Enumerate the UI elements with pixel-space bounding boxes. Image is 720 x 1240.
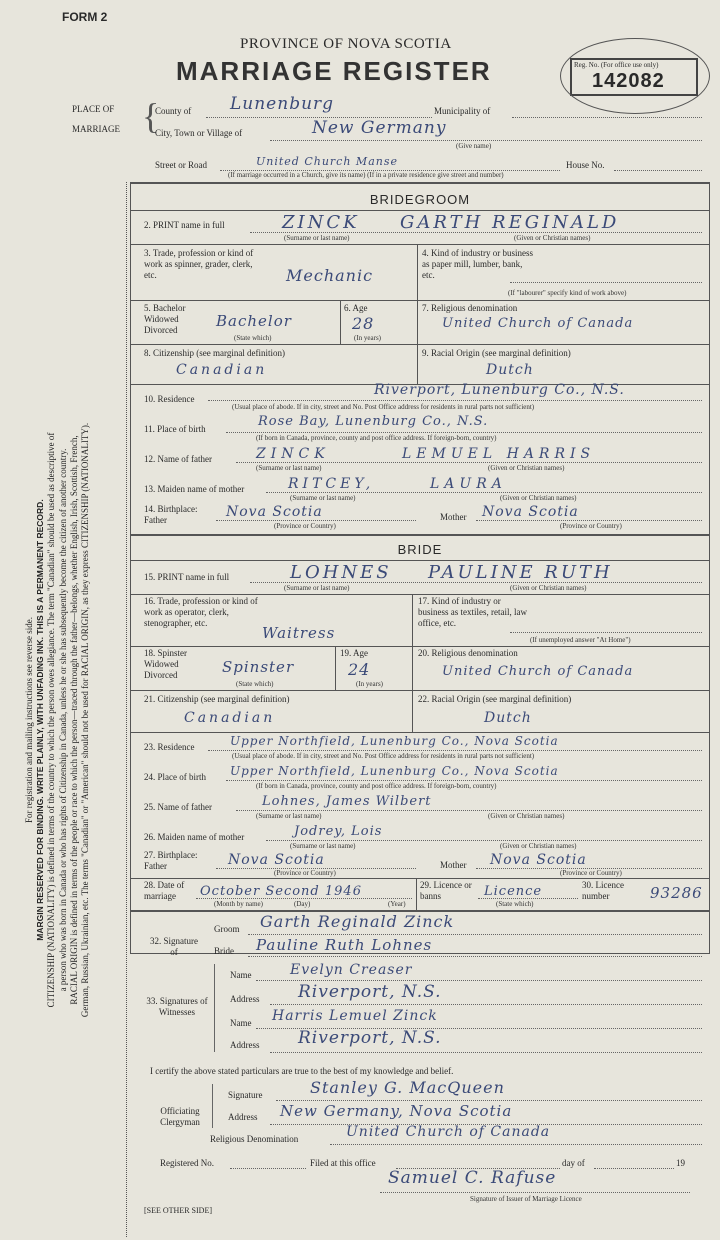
- margin-line-racial-2: German, Russian, Ukrainian, etc. The terms "Canadian" or "American" should not be used for RACIAL ORIGIN, as they express CITIZENSHIP (NATIONALITY).: [80, 422, 91, 1018]
- groom-status-value: Bachelor: [216, 312, 292, 330]
- groom-racial-value: Dutch: [486, 362, 534, 378]
- bride-age-value: 24: [348, 660, 371, 679]
- licence-number-value: 93286: [650, 884, 703, 902]
- witness1-address: Riverport, N.S.: [298, 982, 442, 1002]
- bride-trade-value: Waitress: [262, 624, 336, 642]
- witness-bracket: [214, 964, 215, 1052]
- groom-birth-label: 11. Place of birth: [144, 424, 206, 434]
- clergy-denomination: United Church of Canada: [346, 1124, 551, 1140]
- groom-father-given: LEMUEL HARRIS: [402, 446, 596, 462]
- bride-mother-birthplace: Nova Scotia: [490, 852, 587, 868]
- bride-name-label: 15. PRINT name in full: [144, 572, 230, 582]
- groom-mother-bp-label: Mother: [440, 512, 467, 522]
- municipality-label: Municipality of: [434, 106, 491, 116]
- groom-status-caption: (State which): [234, 334, 272, 342]
- reg-no-label: Reg. No. (For office use only): [574, 61, 659, 69]
- bride-citizenship-label: 21. Citizenship (see marginal definition): [144, 694, 290, 704]
- reg-number-box: [570, 58, 698, 96]
- street-value: United Church Manse: [256, 155, 398, 168]
- groom-mother-bp-caption: (Province or Country): [560, 522, 622, 530]
- reg-no-value: 142082: [592, 70, 665, 92]
- bride-residence-note: (Usual place of abode. If in city, street and No. Post Office address for residents in rural parts not sufficient): [232, 752, 535, 760]
- day-caption: (Day): [294, 900, 311, 908]
- bride-mother-bp-caption: (Province or Country): [560, 869, 622, 877]
- bride-birth-note: (If born in Canada, province, county and post office address. If foreign-born, country): [256, 782, 497, 790]
- clergy-signature-label: Signature: [228, 1090, 263, 1100]
- witness1-address-label: Address: [230, 994, 260, 1004]
- groom-birthplace-label: 14. Birthplace: Father: [144, 504, 198, 525]
- bride-father-label: 25. Name of father: [144, 802, 212, 812]
- month-caption: (Month by name): [214, 900, 263, 908]
- county-value: Lunenburg: [230, 94, 335, 114]
- bride-racial-value: Dutch: [484, 710, 532, 726]
- groom-age-label: 6. Age: [344, 303, 368, 313]
- province-heading: PROVINCE OF NOVA SCOTIA: [240, 36, 452, 52]
- groom-surname: ZINCK: [282, 212, 360, 233]
- street-note: (If marriage occurred in a Church, give its name) (If in a private residence give street and number): [228, 171, 504, 179]
- bride-sig-label: Bride: [214, 946, 234, 956]
- licence-label: 29. Licence or banns: [420, 880, 472, 901]
- issuer-caption: Signature of Issuer of Marriage Licence: [470, 1195, 582, 1203]
- place-of-label: PLACE OF: [72, 104, 115, 114]
- marriage-label: MARRIAGE: [72, 124, 121, 134]
- bride-mother-value: Jodrey, Lois: [294, 824, 383, 839]
- bride-mother-surname-caption: (Surname or last name): [290, 842, 356, 850]
- groom-citizenship-value: Canadian: [176, 362, 268, 378]
- bride-signature: Pauline Ruth Lohnes: [256, 936, 433, 954]
- margin-line-citizenship-2: a person who was born in Canada or who has rights of Citizenship in Canada, unless he or she has subsequently become the citizen of another country.: [57, 448, 68, 992]
- groom-father-birthplace: Nova Scotia: [226, 504, 323, 520]
- county-label: County of: [155, 106, 192, 116]
- bride-mother-label: 26. Maiden name of mother: [144, 832, 245, 842]
- groom-signature: Garth Reginald Zinck: [260, 912, 455, 931]
- city-value: New Germany: [312, 118, 447, 138]
- bride-birth-value: Upper Northfield, Lunenburg Co., Nova Scotia: [230, 764, 559, 778]
- bride-age-caption: (In years): [356, 680, 384, 688]
- bride-mother-bp-label: Mother: [440, 860, 467, 870]
- marriage-date-value: October Second 1946: [200, 884, 362, 899]
- bride-status-value: Spinster: [222, 658, 295, 676]
- margin-rule: [126, 182, 127, 1237]
- bride-citizenship-value: Canadian: [184, 710, 276, 726]
- house-no-label: House No.: [566, 160, 605, 170]
- certify-statement: I certify the above stated particulars are true to the best of my knowledge and belief.: [150, 1066, 454, 1076]
- registered-no-label: Registered No.: [160, 1158, 214, 1168]
- year-caption: (Year): [388, 900, 406, 908]
- margin-line-citizenship: CITIZENSHIP (NATIONALITY) is defined in terms of the country to which the person owes allegiance. The term "Canadian" should be used as descriptive of: [46, 432, 57, 1008]
- witness2-address: Riverport, N.S.: [298, 1028, 442, 1048]
- bride-residence-label: 23. Residence: [144, 742, 195, 752]
- groom-residence-note: (Usual place of abode. If in city, street and No. Post Office address for residents in rural parts not sufficient): [232, 403, 535, 411]
- place-brace: {: [142, 96, 160, 136]
- witness-label: 33. Signatures of Witnesses: [146, 996, 208, 1017]
- groom-residence-value: Riverport, Lunenburg Co., N.S.: [374, 382, 625, 398]
- bride-father-bp-caption: (Province or Country): [274, 869, 336, 877]
- margin-line-racial: RACIAL ORIGIN is defined in terms of the people or race to which the person—traced through the father—belongs, whether English, Irish, Scottish, French,: [68, 435, 79, 1005]
- form-number: FORM 2: [62, 10, 108, 24]
- licence-caption: (State which): [496, 900, 534, 908]
- groom-given: GARTH REGINALD: [400, 212, 620, 233]
- year-19-label: 19: [676, 1158, 685, 1168]
- bride-given: PAULINE RUTH: [428, 562, 613, 583]
- groom-mother-surname: RITCEY,: [288, 476, 375, 492]
- bride-status-caption: (State which): [236, 680, 274, 688]
- bride-age-label: 19. Age: [340, 648, 368, 658]
- groom-given-caption: (Given or Christian names): [514, 234, 591, 242]
- bride-religion-label: 20. Religious denomination: [418, 648, 518, 658]
- give-name-caption: (Give name): [456, 142, 492, 150]
- groom-mother-given-caption: (Given or Christian names): [500, 494, 577, 502]
- issuer-signature: Samuel C. Rafuse: [388, 1168, 557, 1188]
- bride-status-label: 18. Spinster Widowed Divorced: [144, 648, 188, 680]
- signature-of-label: 32. Signature of: [150, 936, 198, 957]
- bride-industry-label: 17. Kind of industry or business as textiles, retail, law office, etc.: [418, 596, 527, 628]
- witness2-name-label: Name: [230, 1018, 252, 1028]
- clergy-address: New Germany, Nova Scotia: [280, 1102, 513, 1120]
- witness1-name: Evelyn Creaser: [290, 962, 413, 978]
- groom-age-caption: (In years): [354, 334, 382, 342]
- groom-mother-given: LAURA: [430, 476, 507, 492]
- groom-mother-surname-caption: (Surname or last name): [290, 494, 356, 502]
- bride-father-surname-caption: (Surname or last name): [256, 812, 322, 820]
- licence-number-label: 30. Licence number: [582, 880, 624, 901]
- day-of-label: day of: [562, 1158, 585, 1168]
- clergy-bracket: [212, 1084, 213, 1128]
- groom-status-label: 5. Bachelor Widowed Divorced: [144, 303, 186, 335]
- licence-value: Licence: [484, 884, 543, 899]
- bridegroom-header: BRIDEGROOM: [369, 192, 471, 207]
- groom-mother-birthplace: Nova Scotia: [482, 504, 579, 520]
- bride-surname-caption: (Surname or last name): [284, 584, 350, 592]
- page-title: MARRIAGE REGISTER: [176, 56, 492, 86]
- bride-father-value: Lohnes, James Wilbert: [262, 794, 432, 809]
- groom-religion-label: 7. Religious denomination: [422, 303, 518, 313]
- bride-birth-label: 24. Place of birth: [144, 772, 206, 782]
- groom-sig-label: Groom: [214, 924, 240, 934]
- margin-instructions: [24, 340, 120, 1100]
- clergy-signature: Stanley G. MacQueen: [310, 1078, 505, 1097]
- witness2-name: Harris Lemuel Zinck: [272, 1008, 438, 1024]
- groom-birth-value: Rose Bay, Lunenburg Co., N.S.: [258, 414, 489, 429]
- groom-age-value: 28: [352, 314, 375, 333]
- see-other-side: [SEE OTHER SIDE]: [144, 1206, 212, 1215]
- groom-trade-label: 3. Trade, profession or kind of work as spinner, grader, clerk, etc.: [144, 248, 254, 280]
- city-label: City, Town or Village of: [155, 128, 243, 138]
- bride-industry-note: (If unemployed answer "At Home"): [530, 636, 631, 644]
- clergy-denomination-label: Religious Denomination: [210, 1134, 299, 1144]
- margin-line-binding: MARGIN RESERVED FOR BINDING. WRITE PLAINLY, WITH UNFADING INK. THIS IS A PERMANENT RECORD.: [35, 499, 46, 941]
- marriage-date-label: 28. Date of marriage: [144, 880, 185, 901]
- bride-trade-label: 16. Trade, profession or kind of work as operator, clerk, stenographer, etc.: [144, 596, 258, 628]
- witness1-name-label: Name: [230, 970, 252, 980]
- witness2-address-label: Address: [230, 1040, 260, 1050]
- groom-industry-note: (If "labourer" specify kind of work above): [508, 289, 627, 297]
- bride-father-birthplace: Nova Scotia: [228, 852, 325, 868]
- clergy-address-label: Address: [228, 1112, 258, 1122]
- bride-header: BRIDE: [397, 542, 443, 557]
- groom-father-bp-caption: (Province or Country): [274, 522, 336, 530]
- groom-racial-label: 9. Racial Origin (see marginal definition): [422, 348, 571, 358]
- bride-given-caption: (Given or Christian names): [510, 584, 587, 592]
- groom-religion-value: United Church of Canada: [442, 316, 634, 331]
- bride-religion-value: United Church of Canada: [442, 664, 634, 679]
- margin-line-instructions: For registration and mailing instructions see reverse side.: [24, 617, 34, 823]
- clergy-label: Officiating Clergyman: [160, 1106, 200, 1127]
- street-label: Street or Road: [155, 160, 207, 170]
- groom-mother-label: 13. Maiden name of mother: [144, 484, 245, 494]
- groom-trade-value: Mechanic: [286, 266, 374, 285]
- bride-surname: LOHNES: [290, 562, 392, 583]
- groom-citizenship-label: 8. Citizenship (see marginal definition): [144, 348, 286, 358]
- groom-father-label: 12. Name of father: [144, 454, 212, 464]
- filed-label: Filed at this office: [310, 1158, 376, 1168]
- groom-residence-label: 10. Residence: [144, 394, 195, 404]
- bride-birthplace-label: 27. Birthplace: Father: [144, 850, 198, 871]
- groom-father-surname: ZINCK: [256, 446, 330, 462]
- bride-racial-label: 22. Racial Origin (see marginal definition): [418, 694, 572, 704]
- groom-surname-caption: (Surname or last name): [284, 234, 350, 242]
- groom-father-given-caption: (Given or Christian names): [488, 464, 565, 472]
- bride-residence-value: Upper Northfield, Lunenburg Co., Nova Scotia: [230, 734, 559, 748]
- groom-father-surname-caption: (Surname or last name): [256, 464, 322, 472]
- bride-father-given-caption: (Given or Christian names): [488, 812, 565, 820]
- groom-birth-note: (If born in Canada, province, county and post office address. If foreign-born, country): [256, 434, 497, 442]
- bride-mother-given-caption: (Given or Christian names): [500, 842, 577, 850]
- groom-name-label: 2. PRINT name in full: [144, 220, 225, 230]
- groom-industry-label: 4. Kind of industry or business as paper mill, lumber, bank, etc.: [422, 248, 533, 280]
